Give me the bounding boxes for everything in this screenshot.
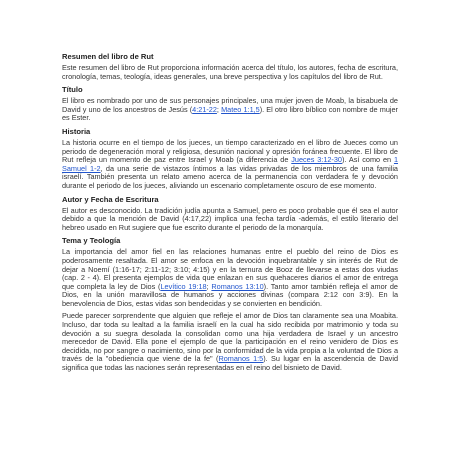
section-historia xyxy=(62,127,398,191)
text-span: La historia ocurre en el tiempo de los jueces, un tiempo caracterizado en el libro de Jueces como un periodo de degeneración moral y religiosa, desunión nacional y opresión foránea frecuente. El libro de Rut refleja un momento de paz entre Israel y Moab (a diferencia de xyxy=(62,137,398,165)
text-span: ; xyxy=(206,281,212,291)
tema-paragraph-2 xyxy=(62,312,398,372)
mateo-1-1-link[interactable]: Mateo 1:1,5 xyxy=(221,104,260,114)
section-heading: Tema y Teología xyxy=(62,236,121,246)
romanos-1-5-link[interactable]: Romanos 1:5 xyxy=(218,354,264,364)
section-heading: Historia xyxy=(62,126,91,136)
document-title: Resumen del libro de Rut xyxy=(62,52,154,61)
romanos-13-10-link[interactable]: Romanos 13:10 xyxy=(211,281,264,291)
jueces-3-12-link[interactable]: Jueces 3:12-30 xyxy=(291,155,342,165)
text-span: Puede parecer sorprendente que alguien que refleje el amor de Dios tan claramente sea una Moabita. Incluso, dar toda su lealtad a la familia israelí en la cual ha sido recibida por matrimonio y toda su devoción a su suegra desolada la consolidan como una hija verdadera de Israel y un ancestro merecedor de David. Ella pone el ejemplo de que la participación en el reino venidero de Dios es decidida, no por sangre o nacimiento, sino por la conformidad de la vida propia a la voluntad de Dios a través de la "obediencia que viene de la fe" ( xyxy=(62,311,398,364)
levitico-19-18-link[interactable]: Levítico 19:18 xyxy=(160,281,207,291)
historia-paragraph xyxy=(62,139,398,191)
ruth-4-21-link[interactable]: 4:21-22 xyxy=(192,104,217,114)
text-span: ). Así como en xyxy=(341,155,394,165)
samuel-1-2-link[interactable]: 1 Samuel 1-2 xyxy=(62,155,398,173)
text-span: , da una serie de vistazos íntimos a las vidas privadas de los miembros de una familia israelí. También presenta un relato ameno acerca de la permanencia con verdadera fe y devoción durante el periodo de los jueces, aliviando un escenario completamente oscuro de ese momento. xyxy=(62,163,398,190)
text-span: La importancia del amor fiel en las relaciones humanas entre el pueblo del reino de Dios es poderosamente resaltada. El amor se enfoca en la devoción inquebrantable y sin interés de Rut de dejar a Noemí (1:16-17; 2:11-12; 3:10; 4:15) y en la ternura de Booz de llevarse a estas dos viudas (cap. 2 - 4). El presenta ejemplos de vida que enlazan en sus quehaceres diarios el amor de entrega que completa la ley de Dios ( xyxy=(62,247,398,291)
tema-paragraph-1 xyxy=(62,248,398,308)
section-heading: Título xyxy=(62,85,83,95)
text-span: El libro es nombrado por uno de sus personajes principales, una mujer joven de Moab, la bisabuela de David y uno de los ancestros de Jesús ( xyxy=(62,96,398,114)
titulo-paragraph xyxy=(62,97,398,123)
intro-paragraph: Este resumen del libro de Rut proporciona información acerca del título, los autores, fecha de escritura, cronología, temas, teología, ideas generales, una breve perspectiva y los capítulos del libro de Rut. xyxy=(62,63,398,81)
section-heading: Autor y Fecha de Escritura xyxy=(62,194,159,204)
section-titulo xyxy=(62,85,398,123)
autor-paragraph: El autor es desconocido. La tradición judía apunta a Samuel, pero es poco probable que él sea el autor debido a que la mención de David (4:17,22) implica una fecha tardía -además, el estilo literario del hebreo usado en Rut sugiere que fue escrito durante el periodo de la monarquía. xyxy=(62,205,398,232)
section-autor xyxy=(62,195,398,233)
text-span: ). Tanto amor también refleja el amor de Dios, en la unión maravillosa de humanos y acciones divinas (compara 2:12 con 3:9). En la benevolencia de Dios, estas vidas son bendecidas y se convierten en bendición. xyxy=(62,281,398,308)
text-span: ; xyxy=(216,104,222,114)
text-span: ). Su lugar en la ascendencia de David significa que todas las naciones serán representadas en el reino del bisnieto de David. xyxy=(62,354,398,373)
document-page xyxy=(62,52,398,377)
section-tema xyxy=(62,236,398,372)
text-span: ). El otro libro bíblico con nombre de mujer es Ester. xyxy=(62,104,398,123)
